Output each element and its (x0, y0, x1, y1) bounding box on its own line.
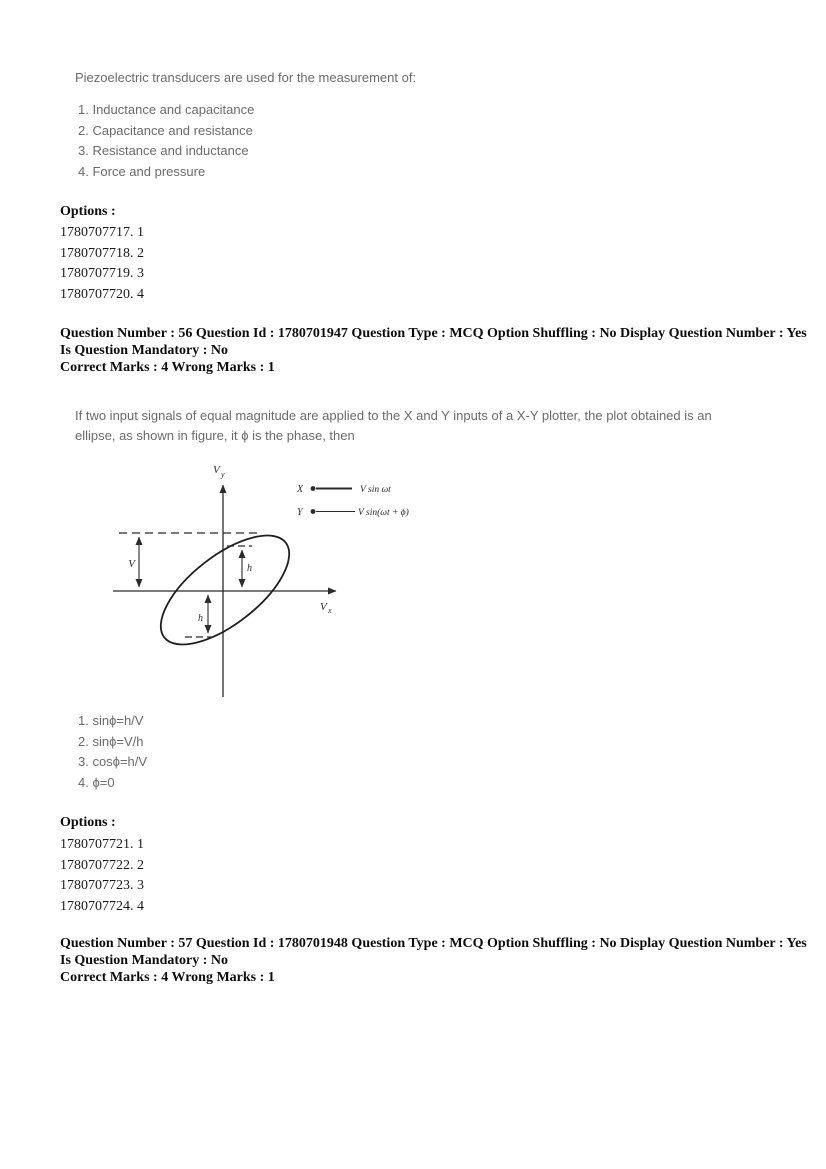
y-axis-label-subscript: y (221, 470, 225, 479)
q55-choice-list (78, 100, 254, 182)
q56-header-marks: Correct Marks : 4 Wrong Marks : 1 (60, 360, 275, 376)
q55-option-id-3: 1780707719. 3 (60, 266, 144, 282)
q55-choice-4: 4. Force and pressure (78, 163, 206, 179)
q56-choice-1: 1. sinϕ=h/V (78, 713, 144, 728)
q55-options-label: Options : (60, 204, 116, 219)
lissajous-ellipse (143, 516, 306, 664)
q56-question-line1: If two input signals of equal magnitude are applied to the X and Y inputs of a X-Y plotter, the plot obtained is an (75, 408, 712, 423)
q56-option-id-1: 1780707721. 1 (60, 837, 144, 852)
q56-option-id-3: 1780707723. 3 (60, 878, 144, 894)
h-upper-dimension-label: h (247, 563, 252, 574)
q56-options-label: Options : (60, 815, 116, 830)
q56-choice-3: 3. cosϕ=h/V (78, 754, 148, 769)
q56-question-line2: ellipse, as shown in figure, it ϕ is the phase, then (75, 428, 355, 443)
q55-option-id-list (60, 223, 144, 306)
q55-question-text: Piezoelectric transducers are used for the measurement of: (75, 70, 417, 85)
legend-y-signal: V sin(ωt + ϕ) (358, 508, 409, 518)
q55-option-id-4: 1780707720. 4 (60, 287, 144, 303)
lissajous-ellipse-figure (105, 452, 445, 702)
q57-header (60, 936, 807, 987)
legend-x-name: X (297, 484, 304, 495)
y-axis-label: V (213, 464, 220, 476)
q56-choice-4: 4. ϕ=0 (78, 774, 115, 790)
x-axis-label-subscript: x (328, 606, 332, 615)
q56-header (60, 326, 807, 377)
h-lower-dimension-label: h (198, 613, 203, 624)
q55-choice-2: 2. Capacitance and resistance (78, 122, 253, 138)
q55-choice-3: 3. Resistance and inductance (78, 143, 249, 158)
q56-option-id-2: 1780707722. 2 (60, 857, 144, 873)
q56-option-id-4: 1780707724. 4 (60, 899, 144, 915)
q55-option-id-1: 1780707717. 1 (60, 225, 144, 240)
q55-choice-1: 1. Inductance and capacitance (78, 102, 255, 117)
q55-option-id-2: 1780707718. 2 (60, 245, 144, 261)
q57-header-line2: Is Question Mandatory : No (60, 952, 229, 968)
q57-header-marks: Correct Marks : 4 Wrong Marks : 1 (60, 970, 275, 986)
legend-y-bullet-icon (311, 509, 316, 514)
q56-choice-2: 2. sinϕ=V/h (78, 733, 144, 749)
q56-header-line1: Question Number : 56 Question Id : 1780701947 Question Type : MCQ Option Shuffling : No Display Question Number : Yes (60, 326, 807, 341)
x-axis-label: V (320, 601, 327, 613)
q56-choice-list (78, 711, 147, 793)
legend-x-signal: V sin ωt (360, 485, 391, 495)
legend-y-name: Y (297, 507, 303, 518)
q56-header-line2: Is Question Mandatory : No (60, 342, 229, 358)
q57-header-line1: Question Number : 57 Question Id : 1780701948 Question Type : MCQ Option Shuffling : No Display Question Number : Yes (60, 936, 807, 951)
v-dimension-label: V (128, 558, 135, 570)
q56-question-text (75, 406, 712, 446)
legend-x-bullet-icon (311, 486, 316, 491)
q56-option-id-list (60, 835, 144, 918)
